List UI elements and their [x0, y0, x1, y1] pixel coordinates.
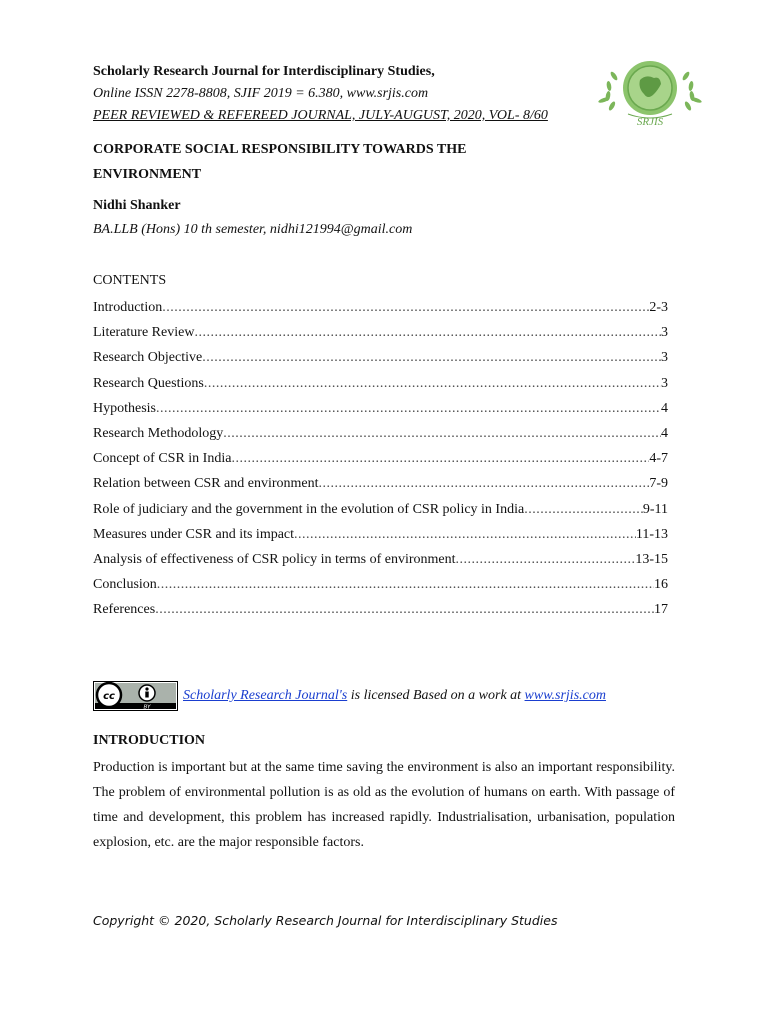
toc-page: 2-3	[649, 300, 668, 315]
toc-entry[interactable]	[93, 572, 668, 597]
toc-label: Research Objective	[93, 350, 203, 366]
toc-label: Role of judiciary and the government in the evolution of CSR policy in India	[93, 501, 525, 517]
toc-entry[interactable]	[93, 345, 668, 370]
toc-label: Literature Review	[93, 325, 195, 341]
toc-entry[interactable]	[93, 497, 668, 522]
toc-page: 3	[661, 375, 668, 391]
toc-label: Relation between CSR and environment	[93, 476, 319, 492]
toc-leader	[156, 396, 661, 421]
srjis-logo	[598, 56, 702, 128]
journal-link[interactable]: Scholarly Research Journal's	[183, 688, 348, 703]
toc-leader	[231, 446, 649, 471]
title-line-1: CORPORATE SOCIAL RESPONSIBILITY TOWARDS THE	[93, 142, 467, 157]
issn-line: Online ISSN 2278-8808, SJIF 2019 = 6.380, www.srjis.com	[93, 86, 429, 101]
toc-leader	[524, 497, 643, 522]
contents-heading: CONTENTS	[93, 273, 167, 288]
toc-label: Introduction	[93, 300, 163, 315]
toc-entry[interactable]	[93, 597, 668, 622]
toc-entry[interactable]	[93, 446, 668, 471]
toc-leader	[319, 471, 650, 496]
toc-label: Research Methodology	[93, 425, 224, 441]
toc-page: 4	[661, 400, 668, 416]
peer-reviewed-line: PEER REVIEWED & REFEREED JOURNAL, JULY-AUGUST, 2020, VOL- 8/60	[93, 108, 548, 123]
toc-entry[interactable]	[93, 295, 668, 320]
toc-leader	[202, 345, 661, 370]
copyright-footer: Copyright © 2020, Scholarly Research Journal for Interdisciplinary Studies	[93, 913, 558, 928]
toc-leader	[223, 421, 661, 446]
website-link[interactable]: www.srjis.com	[524, 688, 606, 703]
toc-entry[interactable]	[93, 421, 668, 446]
toc-page: 17	[654, 602, 668, 618]
license-notice	[93, 681, 606, 711]
toc-page: 16	[654, 577, 668, 593]
toc-page: 3	[661, 325, 668, 341]
toc-label: Concept of CSR in India	[93, 451, 232, 467]
toc-label: Hypothesis	[93, 400, 156, 416]
toc-leader	[157, 572, 654, 597]
toc-label: Analysis of effectiveness of CSR policy in terms of environment	[93, 551, 456, 567]
toc-label: Conclusion	[93, 577, 157, 593]
cc-by-license-icon[interactable]	[93, 681, 178, 711]
toc-leader	[194, 320, 661, 345]
toc-leader	[162, 295, 649, 320]
author-affiliation: BA.LLB (Hons) 10 th semester, nidhi121994@gmail.com	[93, 222, 413, 237]
article-title	[93, 137, 553, 187]
toc-page: 9-11	[642, 501, 668, 517]
toc-label: Research Questions	[93, 375, 204, 391]
title-line-2: ENVIRONMENT	[93, 167, 202, 182]
toc-entry[interactable]	[93, 320, 668, 345]
toc-page: 11-13	[635, 526, 668, 542]
toc-leader	[204, 371, 661, 396]
toc-leader	[294, 522, 636, 547]
table-of-contents	[93, 295, 668, 622]
toc-entry[interactable]	[93, 547, 668, 572]
journal-name: Scholarly Research Journal for Interdisciplinary Studies,	[93, 64, 435, 79]
license-text: is licensed Based on a work at	[347, 688, 525, 703]
toc-page: 4	[661, 425, 668, 441]
toc-leader	[456, 547, 636, 572]
toc-label: References	[93, 602, 156, 618]
toc-entry[interactable]	[93, 471, 668, 496]
by-text: BY	[143, 704, 151, 711]
toc-entry[interactable]	[93, 371, 668, 396]
toc-page: 3	[661, 350, 668, 366]
toc-page: 4-7	[649, 451, 668, 467]
introduction-paragraph: Production is important but at the same time saving the environment is also an important responsibility. The problem of environmental pollution is as old as the evolution of humans on earth. With passage of time and development, this problem has increased rapidly. Industrialisation, urbanisation, population explosion, etc. are the major responsible factors.	[93, 760, 675, 850]
toc-label: Measures under CSR and its impact	[93, 526, 295, 542]
cc-text: cc	[103, 691, 115, 702]
toc-leader	[155, 597, 654, 622]
author-name: Nidhi Shanker	[93, 198, 181, 213]
toc-entry[interactable]	[93, 396, 668, 421]
introduction-heading: INTRODUCTION	[93, 733, 206, 748]
toc-page: 13-15	[635, 551, 668, 567]
logo-text: SRJIS	[636, 116, 664, 128]
toc-entry[interactable]	[93, 522, 668, 547]
toc-page: 7-9	[649, 476, 668, 492]
